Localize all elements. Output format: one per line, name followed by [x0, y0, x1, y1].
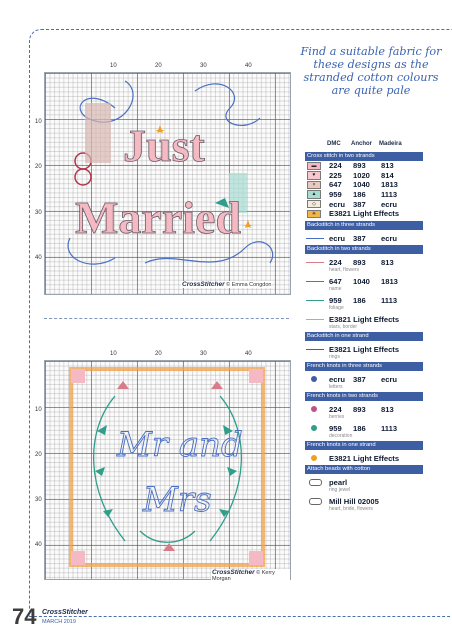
- credit-designer: © Emma Congdon: [226, 282, 272, 288]
- chart1-left-ruler-40: 40: [35, 255, 42, 261]
- thread-dmc: 647: [329, 276, 342, 286]
- key-header: [305, 138, 423, 150]
- chart2-top-ruler-10: 10: [110, 351, 117, 357]
- thread-usage-note: name: [329, 285, 342, 292]
- thread-madeira: 813: [381, 161, 394, 171]
- thread-anchor: 893: [353, 161, 366, 171]
- key-section-title: Backstitch in two strands: [305, 245, 423, 254]
- thread-anchor: 1020: [353, 170, 370, 180]
- chart2-top-ruler-40: 40: [245, 351, 252, 357]
- tulip-icon: [117, 381, 223, 551]
- backstitch-line-icon: [305, 234, 325, 242]
- thread-anchor: 387: [353, 233, 366, 243]
- thread-madeira: 814: [381, 170, 394, 180]
- key-section-title: Attach beads with cotton: [305, 465, 423, 474]
- leaf-icon: [95, 425, 113, 517]
- thread-dmc: ecru: [329, 374, 346, 384]
- key-row: [305, 341, 423, 354]
- chart2-left-ruler-30: 30: [35, 497, 42, 503]
- right-wreath-stem: [210, 396, 241, 541]
- thread-swatch-icon: ♥: [307, 171, 321, 180]
- page-folio: [12, 604, 88, 630]
- corner-block: [249, 551, 263, 565]
- thread-madeira: 1813: [381, 180, 398, 190]
- key-section-title: Backstitch in three strands: [305, 221, 423, 230]
- chart1-top-ruler-30: 30: [200, 63, 207, 69]
- french-knot-icon: [305, 405, 325, 413]
- chart2-top-ruler-30: 30: [200, 351, 207, 357]
- letter-block: [85, 103, 111, 163]
- thread-madeira: ecru: [381, 233, 398, 243]
- backstitch-line-icon: [305, 277, 325, 285]
- french-knot-icon: [305, 424, 325, 432]
- thread-dmc: E3821 Light Effects: [329, 209, 400, 219]
- key-row: [305, 254, 423, 267]
- thread-dmc: 959: [329, 423, 342, 433]
- key-row: [305, 474, 423, 487]
- chart1-top-ruler-40: 40: [245, 63, 252, 69]
- chart2-top-ruler-20: 20: [155, 351, 162, 357]
- thread-usage-note: heart, bride, flowers: [329, 505, 373, 512]
- thread-anchor: 1040: [353, 180, 370, 190]
- key-row: [305, 230, 423, 243]
- key-row: [305, 180, 423, 190]
- thread-madeira: 1113: [381, 295, 398, 305]
- thread-madeira: 813: [381, 257, 394, 267]
- thread-anchor: 893: [353, 404, 366, 414]
- magazine-name: CrossStitcher: [42, 609, 88, 616]
- key-row: [305, 161, 423, 171]
- key-row: [305, 401, 423, 414]
- chart2-left-ruler-20: 20: [35, 452, 42, 458]
- key-row: [305, 311, 423, 324]
- key-section-title: French knots in one strand: [305, 441, 423, 450]
- key-row: [305, 199, 423, 209]
- thread-usage-note: rings: [329, 353, 340, 360]
- header-madeira: Madeira: [379, 141, 402, 147]
- thread-dmc: ecru: [329, 233, 346, 243]
- thread-madeira: 1113: [381, 190, 398, 200]
- backstitch-line-icon: [305, 296, 325, 304]
- chart1-credit: [181, 281, 272, 288]
- thread-anchor: 186: [353, 190, 366, 200]
- thread-anchor: 893: [353, 257, 366, 267]
- thread-usage-note: stars, border: [329, 323, 358, 330]
- motif-word-mrs: Mrs: [143, 480, 212, 520]
- backstitch-line-icon: [305, 258, 325, 266]
- bead-icon: [305, 478, 325, 486]
- thread-madeira: 1113: [381, 423, 398, 433]
- key-section-title: French knots in two strands: [305, 392, 423, 401]
- thread-madeira: 813: [381, 404, 394, 414]
- thread-usage-note: foliage: [329, 304, 344, 311]
- thread-usage-note: ring jewel: [329, 486, 351, 493]
- thread-dmc: ecru: [329, 199, 346, 209]
- chart-divider: [44, 318, 289, 319]
- thread-dmc: 225: [329, 170, 342, 180]
- thread-anchor: 387: [353, 199, 366, 209]
- thread-anchor: 186: [353, 295, 366, 305]
- chart1-top-ruler-20: 20: [155, 63, 162, 69]
- thread-swatch-icon: ×: [307, 181, 321, 190]
- thread-anchor: 186: [353, 423, 366, 433]
- key-row: [305, 450, 423, 463]
- chart1-top-ruler-10: 10: [110, 63, 117, 69]
- intro-note: Find a suitable fabric for these designs as the stranded cotton colours are quite pale: [300, 45, 442, 97]
- thread-dmc: 224: [329, 257, 342, 267]
- bead-icon: [305, 497, 325, 505]
- thread-key: [305, 138, 423, 512]
- page-number: 74: [12, 604, 37, 629]
- key-row: [305, 273, 423, 286]
- thread-dmc: 224: [329, 161, 342, 171]
- thread-dmc: 959: [329, 295, 342, 305]
- just-married-motif: [45, 73, 290, 294]
- border-frame: [71, 369, 263, 565]
- key-row: [305, 371, 423, 384]
- thread-dmc: E3821 Light Effects: [329, 453, 400, 463]
- motif-word-mr-and: Mr and: [117, 425, 243, 465]
- thread-swatch-icon: ◇: [307, 200, 321, 209]
- thread-usage-note: berries: [329, 413, 345, 420]
- thread-dmc: 959: [329, 190, 342, 200]
- backstitch-line-icon: [305, 315, 325, 323]
- key-section-title: French knots in three strands: [305, 362, 423, 371]
- thread-dmc: 647: [329, 180, 342, 190]
- thread-swatch-icon: ✳: [307, 210, 321, 219]
- credit-brand: CrossStitcher: [212, 569, 255, 576]
- corner-block: [249, 369, 263, 383]
- mr-and-mrs-motif: [45, 361, 290, 579]
- thread-swatch-icon: ▲: [307, 190, 321, 199]
- thread-madeira: ecru: [381, 199, 398, 209]
- key-row: [305, 171, 423, 181]
- thread-dmc: pearl: [329, 477, 348, 487]
- thread-anchor: 1040: [353, 276, 370, 286]
- motif-word-just: Just: [123, 120, 205, 171]
- just-married-chart: [44, 72, 291, 295]
- key-sections: [305, 152, 423, 512]
- key-row: [305, 292, 423, 305]
- motif-word-married: Married: [75, 192, 242, 243]
- corner-block: [71, 369, 85, 383]
- thread-dmc: E3821 Light Effects: [329, 314, 400, 324]
- backstitch-line-icon: [305, 345, 325, 353]
- key-row: [305, 420, 423, 433]
- bottom-wreath-stem: [140, 531, 195, 542]
- thread-dmc: 224: [329, 404, 342, 414]
- chart2-left-ruler-40: 40: [35, 542, 42, 548]
- mr-and-mrs-chart: [44, 360, 291, 580]
- key-row: [305, 493, 423, 506]
- chart1-left-ruler-20: 20: [35, 164, 42, 170]
- credit-designer: © Kerry Morgan: [212, 570, 275, 582]
- left-wreath-stem: [94, 396, 125, 541]
- french-knot-icon: [305, 454, 325, 462]
- key-row: [305, 190, 423, 200]
- sparkle-star-icon: [243, 220, 253, 228]
- swirl-bottom: [145, 242, 273, 263]
- issue-date: MARCH 2019: [42, 619, 76, 625]
- thread-anchor: 387: [353, 374, 366, 384]
- wedding-ring-icon: [75, 169, 91, 185]
- key-section-title: Backstitch in one strand: [305, 332, 423, 341]
- thread-dmc: Mill Hill 02005: [329, 496, 379, 506]
- thread-swatch-icon: ▬: [307, 162, 321, 171]
- key-section-title: Cross stitch in two strands: [305, 152, 423, 161]
- credit-brand: CrossStitcher: [182, 281, 225, 288]
- chart2-left-ruler-10: 10: [35, 407, 42, 413]
- french-knot-icon: [305, 375, 325, 383]
- thread-dmc: E3821 Light Effects: [329, 344, 400, 354]
- header-dmc: DMC: [327, 141, 341, 147]
- chart1-left-ruler-30: 30: [35, 210, 42, 216]
- thread-usage-note: decoration: [329, 432, 353, 439]
- thread-usage-note: letters: [329, 383, 343, 390]
- thread-madeira: ecru: [381, 374, 398, 384]
- chart2-credit: [211, 569, 290, 582]
- chart1-left-ruler-10: 10: [35, 119, 42, 125]
- thread-usage-note: heart, flowers: [329, 266, 360, 273]
- thread-madeira: 1813: [381, 276, 398, 286]
- key-row: [305, 209, 423, 219]
- corner-block: [71, 551, 85, 565]
- header-anchor: Anchor: [351, 141, 372, 147]
